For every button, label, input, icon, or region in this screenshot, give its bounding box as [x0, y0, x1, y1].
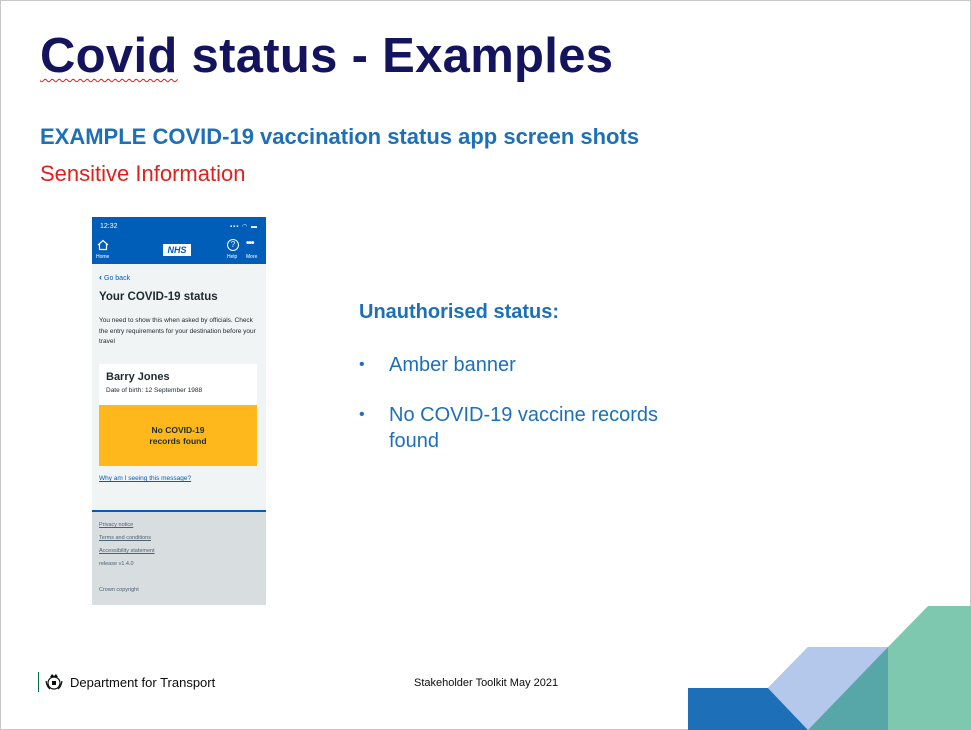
phone-header	[92, 217, 266, 264]
bullet-no-records	[359, 402, 659, 454]
nhs-logo: NHS	[163, 244, 191, 256]
home-label: Home	[96, 254, 110, 260]
holder-name: Barry Jones	[106, 371, 170, 383]
more-label: More	[246, 254, 258, 260]
dft-logo	[38, 671, 215, 693]
amber-banner	[99, 405, 257, 466]
why-link: Why am I seeing this message?	[99, 475, 192, 482]
phone-body-text: You need to show this when asked by officials. Check the entry requirements for your destination before your travel	[99, 317, 256, 345]
go-back-label: Go back	[104, 275, 131, 282]
department-name: Department for Transport	[70, 674, 216, 690]
accessibility-link: Accessibility statement	[99, 548, 155, 554]
status-heading: Unauthorised status:	[359, 301, 560, 323]
bullet-text: No COVID-19 vaccine records found	[389, 404, 658, 452]
slide-title	[40, 28, 613, 84]
slide-subtitle: EXAMPLE COVID-19 vaccination status app screen shots	[40, 124, 640, 149]
footer-toolkit: Stakeholder Toolkit May 2021	[414, 677, 559, 689]
phone-status-icons: ▪▪▪ ◠ ▬	[230, 224, 258, 230]
title-rest: status - Examples	[177, 29, 614, 83]
bullet-amber-banner	[359, 352, 659, 378]
home-icon	[97, 239, 109, 251]
dft-logo-rule	[38, 672, 39, 692]
phone-footer	[92, 512, 266, 605]
help-icon: ?	[227, 239, 239, 251]
status-bullet-list	[359, 352, 659, 478]
title-word-covid: Covid	[40, 29, 178, 83]
bullet-text: Amber banner	[389, 354, 516, 376]
terms-link: Terms and conditions	[99, 535, 151, 541]
phone-screenshot	[92, 217, 266, 605]
privacy-link: Privacy notice	[99, 522, 134, 528]
help-label: Help	[227, 254, 238, 260]
holder-dob: Date of birth: 12 September 1988	[106, 387, 203, 394]
bullet-icon: •	[359, 356, 365, 373]
more-icon: •••	[246, 238, 254, 249]
chevron-left-icon: ‹	[99, 272, 102, 282]
go-back-link	[99, 272, 130, 282]
copyright-text: Crown copyright	[99, 587, 139, 593]
sensitive-label: Sensitive Information	[40, 161, 246, 186]
phone-time: 12:32	[100, 223, 118, 230]
decorative-corner-shapes	[688, 606, 971, 730]
amber-banner-text: No COVID-19 records found	[149, 424, 207, 446]
release-text: release v1.4.0	[99, 561, 134, 567]
royal-crest-icon	[44, 672, 64, 692]
bullet-icon: •	[359, 406, 365, 423]
status-card	[99, 364, 257, 466]
phone-heading: Your COVID-19 status	[99, 291, 218, 303]
